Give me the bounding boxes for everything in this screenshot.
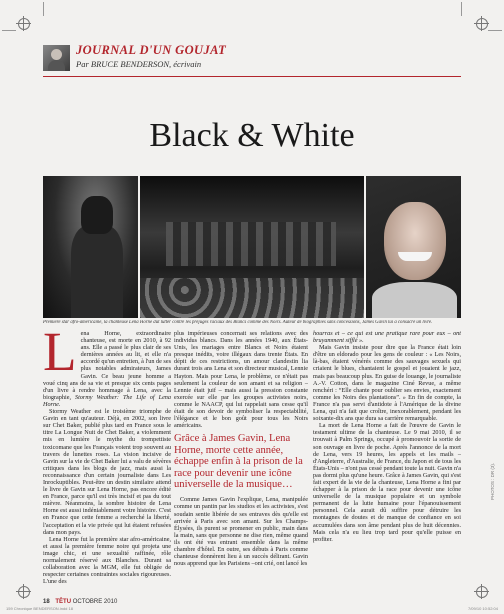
byline: Par BRUCE BENDERSON, écrivain	[76, 59, 202, 69]
paragraph: ena Horne, extraordinaire chanteuse, est morte en 2010, à 92 ans. Elle a passé le plus clair de ses dernières années au lit, et elle n'a accordé qu'un entretien, à l'un de ses plus notables admirateurs, James Gavin. Ce beau jeune homme a voué cinq ans de sa vie et presque six cents pages d'un livre à rendre hommage à Lena, avec la biographie, Stormy Weather: The Life of Lena Horne.	[43, 330, 171, 408]
page-footer	[43, 599, 117, 605]
crop-mark	[43, 2, 44, 16]
article-column-1	[43, 330, 171, 600]
slug-timestamp: 7/09/10 10:52:04	[467, 606, 498, 611]
crop-mark	[2, 30, 16, 31]
registration-mark-icon	[476, 18, 488, 30]
photo-caption: Première star afro-américaine, la chanteuse Lena Horne dut lutter contre les préjugés raciaux des Blancs comme des Noirs. Auteur de biographies sans concessions, James Gavin lui a consacré un livre.	[43, 320, 433, 325]
print-slug	[6, 606, 498, 611]
page-number: 18	[43, 599, 50, 605]
paragraph: Comme James Gavin l'explique, Lena, manipulée comme un pantin par les studios et les activistes, s'est soudain sentie libérée de ses entraves dès qu'elle est arrivée à Paris avec son amant. Sur les Champs-Élysées, ils purent se promener en public, main dans la main, sans que personne ne dise rien, même quand ils ont été vus entrant ensemble dans la même chambre d'hôtel. En outre, ses débuts à Paris comme chanteuse donnèrent lieu à un succès délirant. Gavin nous apprend que les Parisiens –ont crié, ont lancé les	[174, 496, 308, 568]
column-kicker: JOURNAL D'UN GOUJAT	[76, 43, 227, 57]
registration-mark-icon	[18, 18, 30, 30]
registration-mark-icon	[476, 586, 488, 598]
paragraph: hourras et – ce qui est une pratique rare pour eux – ont bruyamment sifflé ».	[313, 330, 461, 345]
photo-concert-stage	[140, 176, 364, 318]
crop-mark	[461, 2, 462, 16]
pull-quote: Grâce à James Gavin, Lena Horne, morte cette année, échappe enfin à la prison de la race pour devenir une icône universelle de la musique…	[174, 433, 303, 490]
photo-lena-horne	[43, 176, 138, 318]
registration-mark-icon	[18, 586, 30, 598]
book-title: Stormy Weather: The Life of Lena Horne.	[43, 393, 171, 408]
paragraph: La mort de Lena Horne a fait de l'œuvre de Gavin le testament ultime de la chanteuse. Le 9 mai 2010, il se trouvait à Palm Springs, occupé à promouvoir la sortie de son ouvrage en livre de poche. Après l'annonce de la mort de Lena, vers 19 heures, les appels et les mails – d'Angleterre, d'Australie, de France, du Japon et de tous les États-Unis – n'ont pas cessé pendant toute la nuit. Gavin n'a pas dormi plus qu'une heure. Grâce à James Gavin, qui s'est fait expert de la vie de la chanteuse, Lena Horne a fini par échapper à la prison de la race pour devenir une icône universelle de la musique populaire et un symbole permanent de la lutte humaine pour l'épanouissement personnel. Cela aurait dû suffire pour détruire les montagnes de doutes et de manque de confiance en soi accumulées dans son âme pendant plus de huit décennies. Mais cela n'a eu lieu trop tard pour qu'elle puisse en profiter.	[313, 422, 461, 543]
article-column-3	[313, 330, 461, 600]
paragraph: Lena Horne fut la première star afro-américaine, et aussi la première femme noire qui projeta une image chic, et une sexualité raffinée, rôle normalement réservé aux Blanches. Durant sa collaboration avec la MGM, elle fut obligée de respecter certaines contraintes sociales rigoureuses. L'une des	[43, 535, 171, 586]
slug-filename: 159 Chronique BENDERSON.indd 18	[6, 606, 73, 611]
article-column-2	[174, 330, 308, 600]
article-title: Black & White	[149, 117, 355, 154]
crop-mark	[488, 30, 502, 31]
header-rule	[43, 76, 461, 77]
drop-cap: L	[43, 330, 77, 382]
photo-james-gavin	[366, 176, 461, 318]
paragraph: Stormy Weather est le troisième triomphe de Gavin en tant qu'auteur. Déjà, en 2002, son livre sur Chet Baker, publié plus tard en France sous le titre La Longue Nuit de Chet Baker, a violemment mis en lumière le mythe du trompettiste toxicomane que les Français voient trop souvent au travers de lunettes roses. La vision incisive de Gavin sur la vie de Chet Baker lui a valu de sévères critiques dans les blogs de jazz, mais aussi la reconnaissance d'un certain journaliste dans Les Inrockuptibles. Peut-être un destin similaire attend le livre de Gavin sur Lena Horne, pas encore édité en France, parce qu'il est très incisif et pas du tout mièvre. Néanmoins, la sombre histoire de Lena Horne est aussi indéniablement votre histoire. C'est en France que cette femme a recherché la liberté, l'acceptation et la vie privée qui lui étaient refusées dans mon pays.	[43, 408, 171, 536]
paragraph: plus impérieuses concernait ses relations avec des individus blancs. Dans les années 1940, aux États-Unis, les mariages entre Blancs et Noirs étaient presque inédits, voire illégaux dans trente États. En dépit de ces restrictions, un amour clandestin lia durant trois ans Lena et son directeur musical, Lennie Hayton. Mais pour Lena, le problème, ce n'était pas seulement la couleur de son amant et sa religion – Lennie était juif – mais aussi la pression constante exercée sur elle par les groupes activistes noirs, comme le NAACP, qui lui rappelait sans cesse qu'il était de son devoir de symboliser la respectabilité, l'élégance et le bon goût pour tous les Noirs américains.	[174, 330, 308, 430]
magazine-name: TÊTU	[55, 599, 72, 605]
paragraph: Mais Gavin insiste pour dire que la France était loin d'être un eldorado pour les gens de couleur : « Les Noirs, là-bas, étaient vénérés comme des sauvages sexuels qui criaient le blues, chantaient le gospel et jouaient le jazz, mais pas beaucoup plus. En guise de louange, le journaliste A.-V. Cotton, dans le magazine Ciné Revue, a même renchéri : “Elle chante pour oublier ses envies, exactement comme les Noirs des plantations”. » En fin de compte, la France n'a pas servi d'antidote à l'Amérique de la divine Lena, qui n'a fait que croître, inexorablement, pendant les soixante-dix ans que dura sa carrière remarquable.	[313, 344, 461, 423]
photo-credit: PHOTOS : DR (3).	[490, 462, 495, 500]
issue-date: OCTOBRE 2010	[72, 599, 118, 605]
author-avatar	[43, 45, 70, 71]
